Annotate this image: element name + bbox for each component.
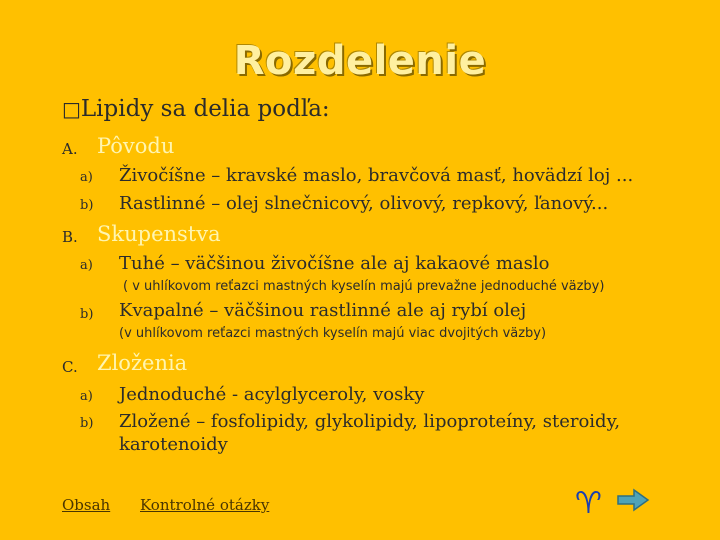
section-b-item-a-note: ( v uhlíkovom reťazci mastných kyselín majú prevažne jednoduché väzby) [123, 279, 605, 294]
arrow-right-icon[interactable] [616, 488, 650, 512]
lead-line [62, 96, 330, 122]
section-b-item-a-text: Tuhé – väčšinou živočíšne ale aj kakaové maslo [119, 253, 550, 274]
section-b-item-a-letter: a) [80, 258, 93, 273]
section-b-item-b-note: (v uhlíkovom reťazci mastných kyselín majú viac dvojitých väzby) [119, 326, 547, 341]
section-a-title: Pôvodu [97, 134, 175, 158]
section-a-letter: A. [62, 140, 78, 158]
section-b-item-b-text: Kvapalné – väčšinou rastlinné ale aj rybí olej [119, 300, 527, 321]
section-c-item-a-text: Jednoduché - acylglyceroly, vosky [119, 384, 425, 405]
section-c-letter: C. [62, 358, 78, 376]
aries-symbol-icon[interactable]: ♈ [575, 486, 602, 521]
slide-title: Rozdelenie [233, 38, 487, 84]
section-b-item-b-letter: b) [80, 307, 94, 322]
section-a-item-a-letter: a) [80, 170, 93, 185]
section-a-item-b-text: Rastlinné – olej slnečnicový, olivový, repkový, ľanový... [119, 193, 609, 214]
arrow-right-shape [618, 490, 648, 510]
section-c-item-b-letter: b) [80, 416, 94, 431]
section-a-item-b-letter: b) [80, 198, 94, 213]
section-c-item-b-text: Zložené – fosfolipidy, glykolipidy, lipoproteíny, steroidy, [119, 411, 621, 432]
section-b-letter: B. [62, 228, 78, 246]
section-b-title: Skupenstva [97, 222, 221, 246]
lead-text: Lipidy sa delia podľa: [80, 96, 330, 122]
kontrolne-otazky-link[interactable]: Kontrolné otázky [140, 496, 270, 514]
obsah-link[interactable]: Obsah [62, 496, 111, 514]
section-c-title: Zloženia [97, 351, 188, 375]
section-a-item-a-text: Živočíšne – kravské maslo, bravčová masť, hovädzí loj ... [119, 165, 634, 186]
section-c-item-a-letter: a) [80, 389, 93, 404]
section-c-item-b-text-continued: karotenoidy [119, 434, 228, 455]
square-bullet-icon: □ [62, 97, 81, 121]
